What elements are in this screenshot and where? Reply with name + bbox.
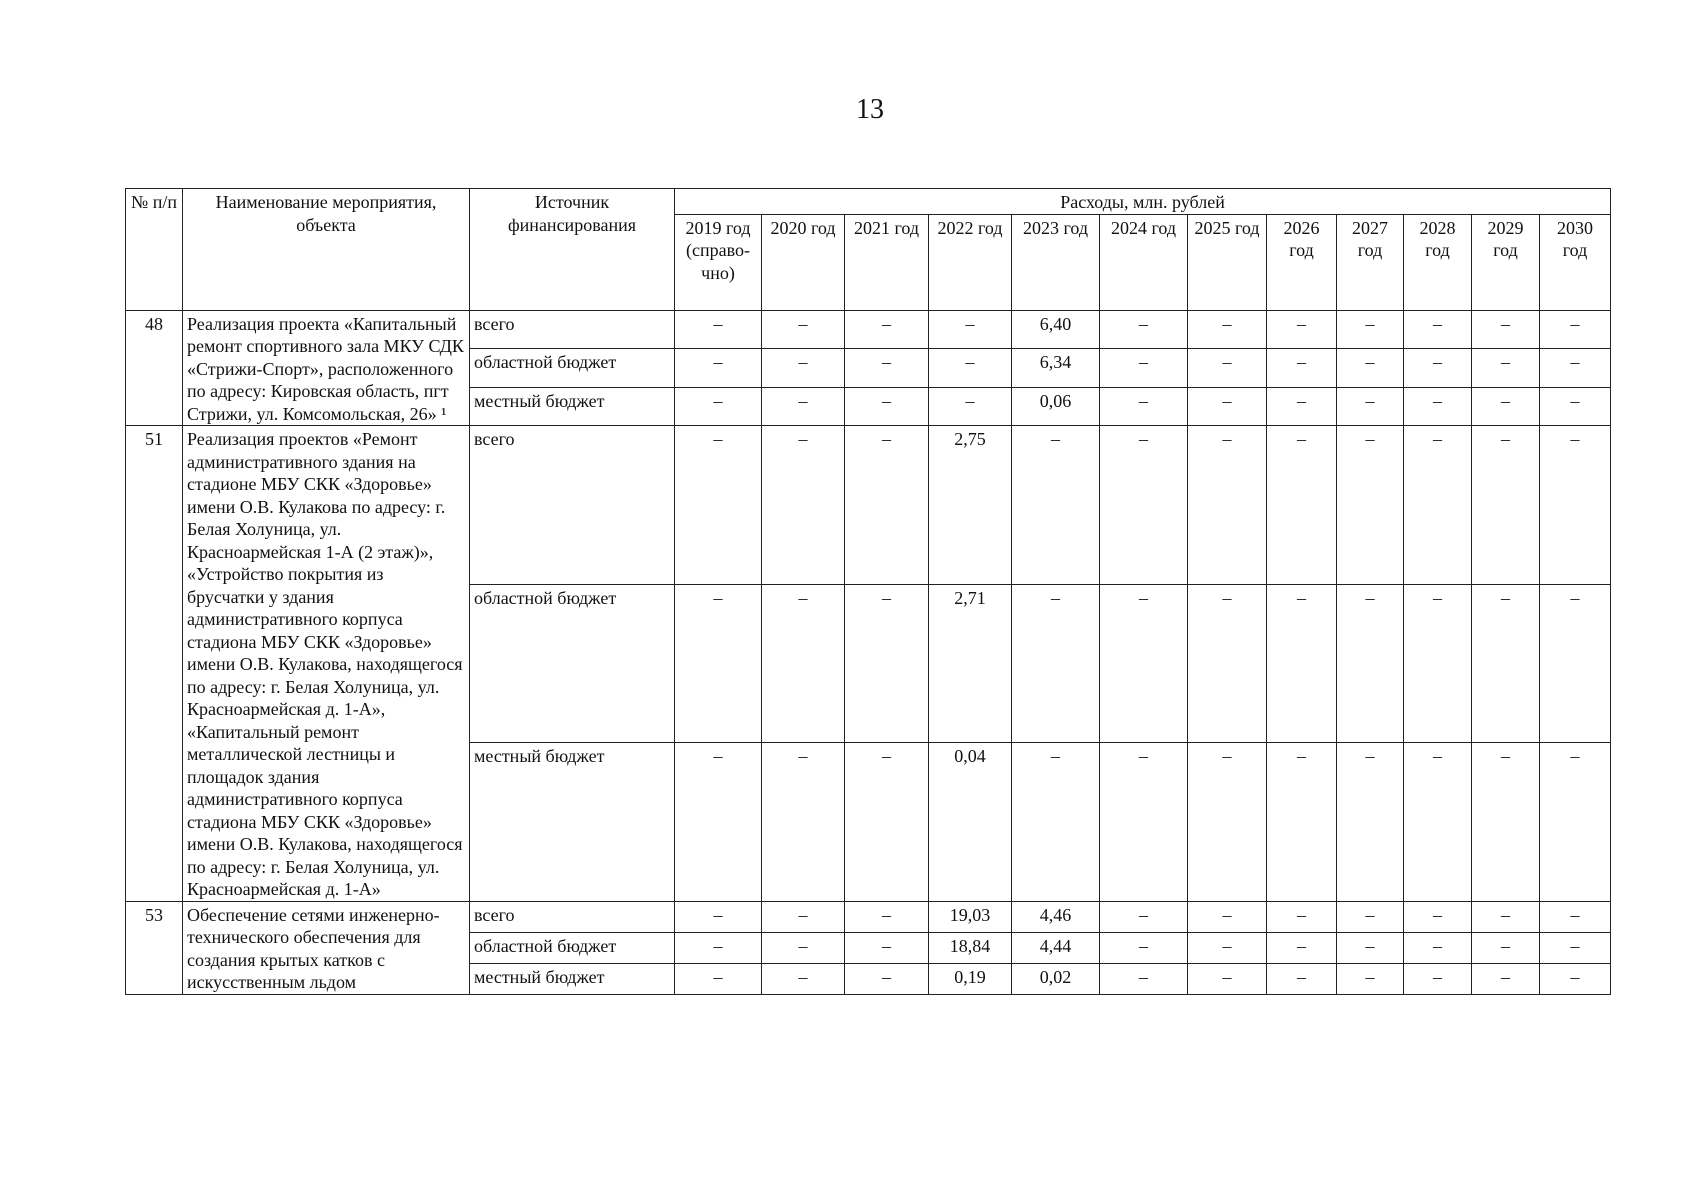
row-value: –: [1404, 932, 1472, 963]
row-value: –: [1188, 584, 1267, 743]
row-value: –: [1267, 426, 1337, 585]
header-year-9: 2028 год: [1404, 214, 1472, 310]
row-value: –: [1188, 963, 1267, 994]
row-value: –: [1540, 387, 1611, 426]
row-value: –: [675, 349, 762, 388]
header-year-1: 2020 год: [762, 214, 845, 310]
row-value: –: [1404, 963, 1472, 994]
page-number: 13: [856, 94, 884, 125]
row-value: –: [675, 963, 762, 994]
row-value: –: [675, 901, 762, 932]
row-value: –: [1100, 387, 1188, 426]
row-value: 0,04: [929, 743, 1012, 902]
header-year-5: 2024 год: [1100, 214, 1188, 310]
row-source: областной бюджет: [470, 584, 675, 743]
row-source: областной бюджет: [470, 349, 675, 388]
table-row: [126, 426, 1611, 585]
row-value: –: [1540, 932, 1611, 963]
header-year-10: 2029 год: [1472, 214, 1540, 310]
row-value: –: [1472, 932, 1540, 963]
row-value: –: [845, 426, 929, 585]
row-value: –: [845, 310, 929, 349]
header-year-11: 2030 год: [1540, 214, 1611, 310]
row-value: –: [845, 387, 929, 426]
row-value: –: [1404, 387, 1472, 426]
row-value: –: [1100, 743, 1188, 902]
row-value: 2,75: [929, 426, 1012, 585]
row-value: 6,34: [1012, 349, 1100, 388]
row-value: 0,19: [929, 963, 1012, 994]
row-value: –: [1188, 932, 1267, 963]
row-value: –: [762, 310, 845, 349]
row-value: –: [845, 743, 929, 902]
row-value: –: [762, 426, 845, 585]
row-value: –: [1337, 932, 1404, 963]
row-value: –: [929, 387, 1012, 426]
table-body: [126, 310, 1611, 994]
row-value: –: [1188, 349, 1267, 388]
expenses-table: [125, 188, 1611, 995]
row-value: –: [1337, 349, 1404, 388]
row-value: –: [762, 743, 845, 902]
row-value: –: [762, 387, 845, 426]
header-year-3: 2022 год: [929, 214, 1012, 310]
row-value: –: [675, 426, 762, 585]
row-value: –: [762, 963, 845, 994]
row-value: –: [845, 963, 929, 994]
row-value: –: [1267, 963, 1337, 994]
header-year-6: 2025 год: [1188, 214, 1267, 310]
row-source: всего: [470, 901, 675, 932]
row-value: –: [1267, 584, 1337, 743]
row-value: –: [1100, 584, 1188, 743]
row-value: –: [1337, 963, 1404, 994]
row-value: –: [1188, 743, 1267, 902]
header-year-0: 2019 год (справо-чно): [675, 214, 762, 310]
row-value: –: [1472, 743, 1540, 902]
header-num: № п/п: [126, 189, 183, 311]
row-value: –: [675, 932, 762, 963]
row-value: –: [1404, 901, 1472, 932]
row-value: –: [762, 584, 845, 743]
row-value: –: [1540, 426, 1611, 585]
row-value: –: [1472, 387, 1540, 426]
row-value: –: [845, 349, 929, 388]
row-value: –: [1267, 349, 1337, 388]
row-value: –: [1404, 426, 1472, 585]
row-value: –: [1267, 743, 1337, 902]
row-value: –: [1540, 584, 1611, 743]
row-value: –: [1188, 310, 1267, 349]
row-value: –: [1337, 901, 1404, 932]
row-value: –: [1472, 584, 1540, 743]
row-value: –: [1337, 743, 1404, 902]
header-row-1: [126, 189, 1611, 215]
row-value: –: [845, 901, 929, 932]
row-value: –: [1472, 963, 1540, 994]
row-value: –: [762, 901, 845, 932]
row-value: –: [1267, 387, 1337, 426]
row-name: Реализация проекта «Капитальный ремонт спортивного зала МКУ СДК «Стрижи-Спорт», расположенного по адресу: Кировская область, пгт Стрижи, ул. Комсомольская, 26» ¹: [183, 310, 470, 426]
table-row: [126, 310, 1611, 349]
row-source: местный бюджет: [470, 963, 675, 994]
row-value: –: [1540, 743, 1611, 902]
row-number: 51: [126, 426, 183, 902]
row-value: –: [1337, 387, 1404, 426]
row-source: местный бюджет: [470, 387, 675, 426]
row-value: 4,44: [1012, 932, 1100, 963]
row-value: –: [1472, 426, 1540, 585]
header-year-2: 2021 год: [845, 214, 929, 310]
row-value: –: [1472, 310, 1540, 349]
row-value: –: [1404, 349, 1472, 388]
row-value: –: [1404, 743, 1472, 902]
header-name: Наименование мероприятия, объекта: [183, 189, 470, 311]
row-value: 18,84: [929, 932, 1012, 963]
row-value: –: [1472, 901, 1540, 932]
row-value: –: [1188, 901, 1267, 932]
row-value: 6,40: [1012, 310, 1100, 349]
row-value: –: [1540, 349, 1611, 388]
row-value: –: [1188, 426, 1267, 585]
row-value: –: [1337, 584, 1404, 743]
row-value: –: [1100, 901, 1188, 932]
header-year-4: 2023 год: [1012, 214, 1100, 310]
row-value: 19,03: [929, 901, 1012, 932]
row-value: –: [1472, 349, 1540, 388]
row-value: –: [845, 932, 929, 963]
table-row: [126, 901, 1611, 932]
row-value: 0,06: [1012, 387, 1100, 426]
row-number: 53: [126, 901, 183, 994]
row-value: –: [1540, 963, 1611, 994]
row-value: –: [929, 349, 1012, 388]
row-value: –: [1012, 584, 1100, 743]
row-value: 2,71: [929, 584, 1012, 743]
row-value: –: [929, 310, 1012, 349]
row-value: –: [1100, 426, 1188, 585]
row-value: –: [1100, 963, 1188, 994]
row-number: 48: [126, 310, 183, 426]
header-source: Источник финансирования: [470, 189, 675, 311]
row-value: –: [1100, 932, 1188, 963]
row-value: –: [1540, 901, 1611, 932]
row-value: –: [675, 584, 762, 743]
row-name: Реализация проектов «Ремонт административного здания на стадионе МБУ СКК «Здоровье» имени О.В. Кулакова по адресу: г. Белая Холуница, ул. Красноармейская 1-А (2 этаж)», «Устройство покрытия из брусчатки у здания административного корпуса стадиона МБУ СКК «Здоровье» имени О.В. Кулакова, находящегося по адресу: г. Белая Холуница, ул. Красноармейская д. 1-А», «Капитальный ремонт металлической лестницы и площадок здания административного корпуса стадиона МБУ СКК «Здоровье» имени О.В. Кулакова, находящегося по адресу: г. Белая Холуница, ул. Красноармейская д. 1-А»: [183, 426, 470, 902]
header-year-7: 2026 год: [1267, 214, 1337, 310]
row-value: –: [1337, 426, 1404, 585]
row-source: всего: [470, 310, 675, 349]
row-value: –: [675, 310, 762, 349]
row-value: 4,46: [1012, 901, 1100, 932]
row-value: –: [1337, 310, 1404, 349]
row-value: –: [1188, 387, 1267, 426]
row-value: –: [675, 743, 762, 902]
row-name: Обеспечение сетями инженерно-технического обеспечения для создания крытых катков с искусственным льдом: [183, 901, 470, 994]
row-value: –: [1540, 310, 1611, 349]
row-source: местный бюджет: [470, 743, 675, 902]
row-value: –: [1100, 349, 1188, 388]
row-value: –: [675, 387, 762, 426]
row-value: –: [1267, 901, 1337, 932]
row-value: –: [845, 584, 929, 743]
row-value: –: [1012, 743, 1100, 902]
row-value: 0,02: [1012, 963, 1100, 994]
header-year-8: 2027 год: [1337, 214, 1404, 310]
row-source: областной бюджет: [470, 932, 675, 963]
row-value: –: [1267, 310, 1337, 349]
row-value: –: [762, 932, 845, 963]
header-expenses: Расходы, млн. рублей: [675, 189, 1611, 215]
row-source: всего: [470, 426, 675, 585]
row-value: –: [1404, 584, 1472, 743]
row-value: –: [762, 349, 845, 388]
row-value: –: [1404, 310, 1472, 349]
row-value: –: [1100, 310, 1188, 349]
row-value: –: [1012, 426, 1100, 585]
row-value: –: [1267, 932, 1337, 963]
